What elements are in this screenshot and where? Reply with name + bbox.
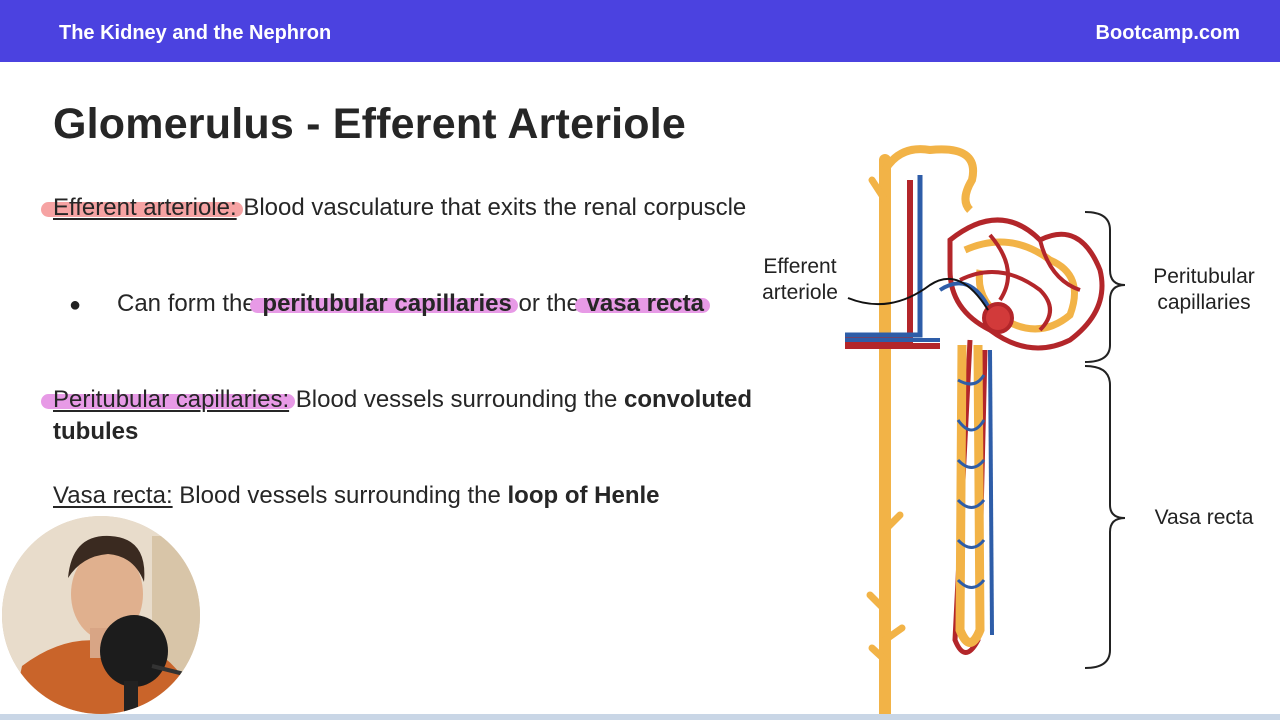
nephron-illustration	[740, 140, 1280, 720]
peritubular-definition	[53, 384, 763, 448]
vasa-recta-term: Vasa recta:	[53, 482, 173, 509]
bullet-dot: ●	[69, 294, 82, 316]
bullet-term-peritubular: peritubular capillaries	[262, 290, 512, 317]
slide-title: Glomerulus - Efferent Arteriole	[53, 100, 686, 148]
course-title: The Kidney and the Nephron	[59, 22, 332, 44]
presenter-video	[2, 516, 200, 714]
bullet-middle: or the	[511, 290, 587, 317]
brand-name: Bootcamp.com	[1095, 22, 1240, 44]
peritubular-text: Blood vessels surrounding the	[289, 386, 624, 413]
efferent-arteriole-definition	[53, 192, 763, 224]
top-header-bar	[0, 0, 1280, 62]
peritubular-bold: convoluted tubules	[53, 386, 752, 445]
nephron-diagram	[740, 140, 1280, 720]
video-progress-bar	[0, 714, 1280, 720]
label-efferent-arteriole: Efferent arteriole	[762, 255, 838, 304]
presenter-illustration	[2, 516, 200, 714]
label-vasa-recta: Vasa recta	[1154, 506, 1254, 529]
vasa-recta-text: Blood vessels surrounding the	[172, 482, 508, 509]
bullet-prefix: Can form the	[117, 290, 263, 317]
vasa-recta-bold: loop of Henle	[507, 482, 660, 509]
efferent-arteriole-term: Efferent arteriole:	[53, 194, 237, 221]
efferent-arteriole-text: Blood vasculature that exits the renal corpuscle	[236, 194, 747, 221]
bullet-item	[117, 288, 757, 320]
peritubular-term: Peritubular capillaries:	[53, 386, 290, 413]
label-peritubular-capillaries: Peritubular capillaries	[1153, 265, 1255, 314]
vasa-recta-definition	[53, 480, 693, 512]
bullet-term-vasa-recta: vasa recta	[586, 290, 704, 317]
